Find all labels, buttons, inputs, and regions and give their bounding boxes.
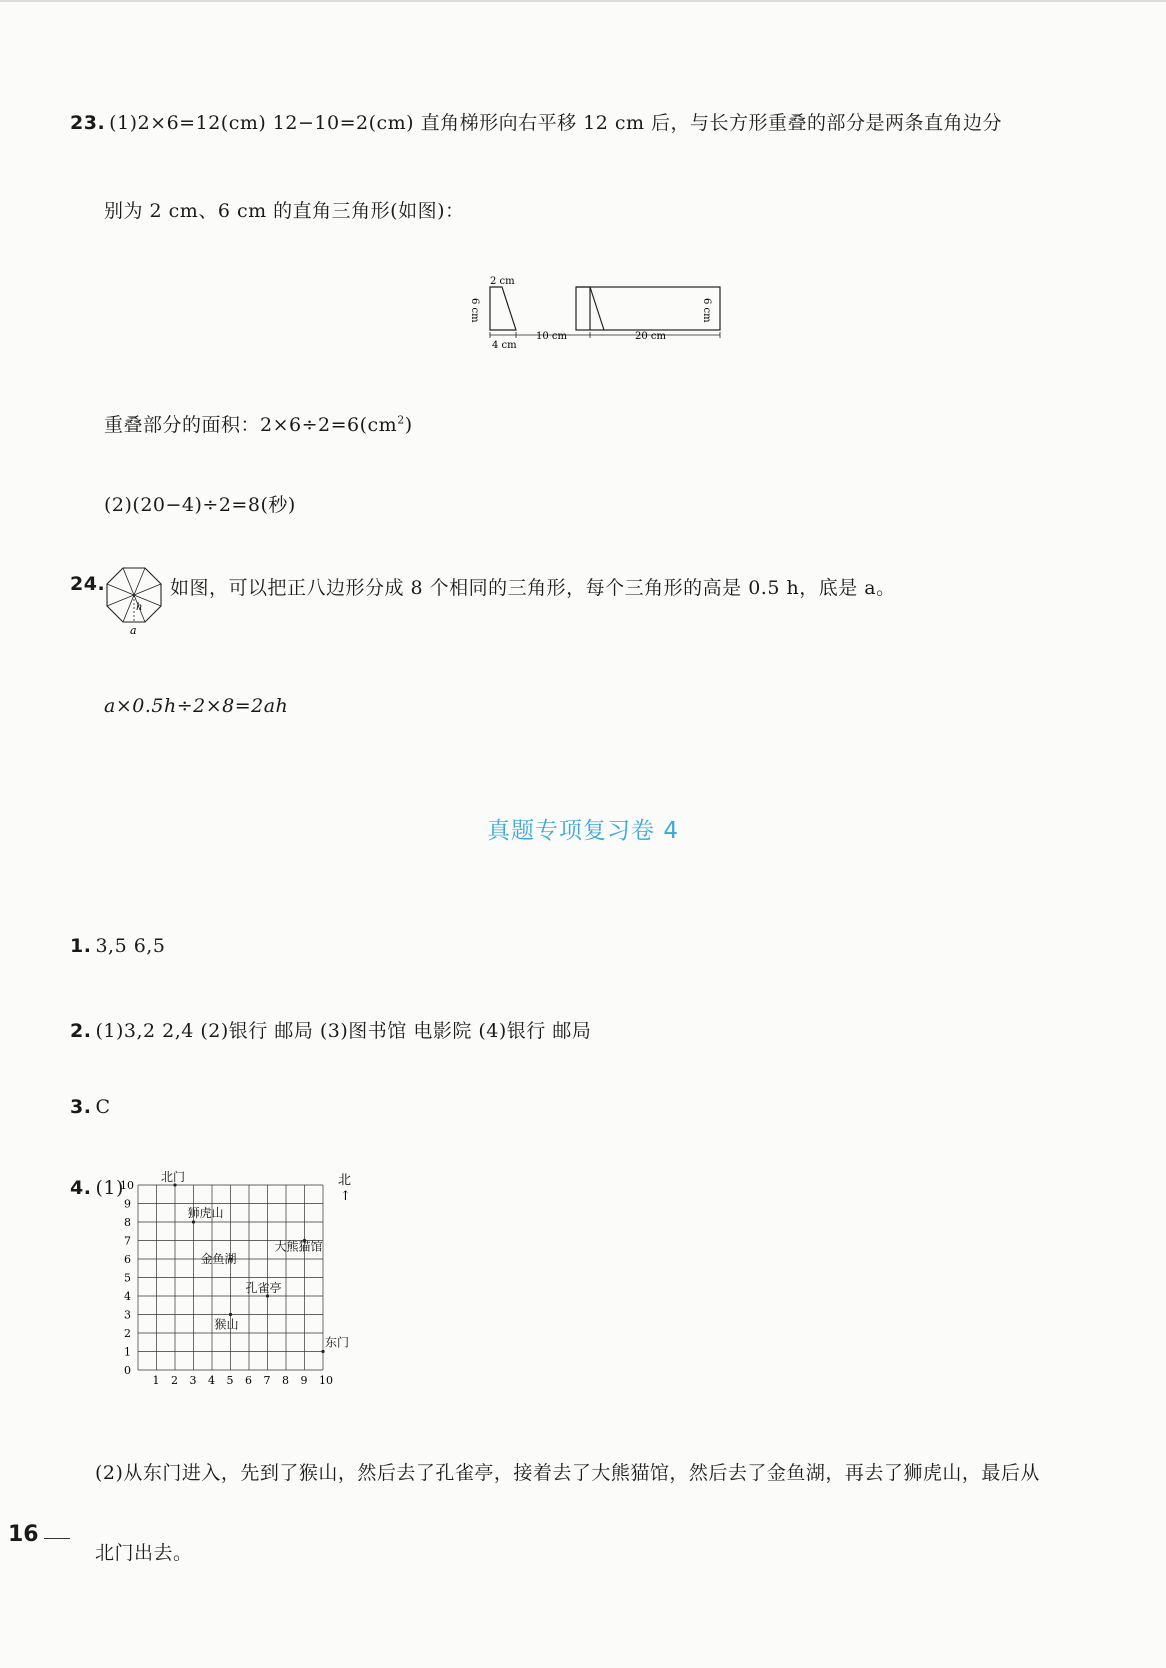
grid-locations [161,1169,352,1353]
x-tick-label: 6 [245,1374,252,1387]
y-tick-label: 8 [124,1216,131,1229]
location-label: 猴山 [214,1317,239,1332]
label-h: h [136,602,143,613]
q4-part1: (1) [95,1177,124,1199]
x-tick-label: 10 [319,1374,333,1387]
y-tick-label: 6 [124,1253,131,1266]
q1-line [70,935,165,957]
location-label: 狮虎山 [187,1206,224,1220]
q4-part2-line1: (2)从东门进入，先到了猴山，然后去了孔雀亭，接着去了大熊猫馆，然后去了金鱼湖，再去了狮虎山，最后从 [95,1462,1040,1484]
q24-text: 如图，可以把正八边形分成 8 个相同的三角形，每个三角形的高是 0.5 h，底是 a。 [170,577,896,599]
y-tick-label: 2 [124,1327,131,1340]
q2-text: (1)3,2 2,4 (2)银行 邮局 (3)图书馆 电影院 (4)银行 邮局 [95,1020,592,1042]
y-tick-label: 4 [124,1290,131,1303]
q23-line2: 别为 2 cm、6 cm 的直角三角形(如图)： [104,200,465,222]
q23-area-sup: 2 [397,413,405,427]
x-tick-label: 7 [263,1374,271,1387]
q1-text: 3,5 6,5 [95,935,166,957]
y-tick-label: 9 [124,1197,131,1211]
x-tick-label: 4 [208,1374,215,1387]
x-tick-label: 3 [189,1374,197,1387]
label-10cm: 10 cm [536,331,567,342]
x-tick-label: 9 [300,1374,308,1387]
north-label: 北 [338,1173,352,1188]
q3-number: 3. [70,1096,92,1118]
q24-octagon-figure [103,565,165,637]
q4-number: 4. [70,1177,92,1199]
x-tick-label: 5 [226,1374,234,1387]
q4-part2-line2: 北门出去。 [95,1542,193,1564]
q24-num-text: 24. [70,573,106,595]
page-number: 16 [8,1522,39,1547]
top-edge-divider [0,0,1166,2]
label-6cm-right: 6 cm [701,298,712,323]
q23-translation-figure [469,272,720,354]
q23-part2: (2)(20−4)÷2=8(秒) [104,494,296,516]
location-label: 东门 [325,1335,350,1350]
label-6cm-left: 6 cm [469,298,480,323]
y-tick-label: 5 [124,1271,131,1285]
trapezoid-shape [490,287,516,330]
location-point [229,1313,232,1316]
y-tick-label: 3 [124,1308,131,1322]
x-tick-label: 8 [282,1374,289,1387]
location-label: 北门 [161,1170,186,1184]
location-point [321,1350,324,1353]
location-label: 金鱼湖 [200,1252,237,1266]
y-tick-label: 1 [124,1345,131,1359]
grid-ticks [120,1179,333,1387]
label-4cm: 4 cm [492,340,517,351]
q23-area-prefix: 重叠部分的面积：2×6÷2=6(cm [104,414,398,436]
label-a: a [130,624,137,637]
q2-number: 2. [70,1020,92,1042]
q23-area-suffix: ) [404,414,413,436]
q3-line [70,1096,111,1118]
overlap-slant-edge [590,287,604,330]
q23-area-line [104,410,413,437]
page-number-dash [44,1538,70,1539]
q23-part1-text: (1)2×6=12(cm) 12−10=2(cm) 直角梯形向右平移 12 cm 后，与长方形重叠的部分是两条直角边分 [109,112,1003,134]
label-2cm: 2 cm [490,276,515,287]
location-point [192,1220,195,1223]
location-label: 大熊猫馆 [274,1239,323,1254]
y-tick-label: 10 [120,1179,134,1192]
y-tick-label: 0 [124,1364,131,1377]
q2-line [70,1016,591,1043]
y-tick-label: 7 [124,1234,131,1248]
q24-formula: a×0.5h÷2×8=2ah [104,695,289,717]
location-label: 孔雀亭 [245,1281,282,1295]
q3-text: C [95,1096,111,1118]
grid-lines [138,1185,323,1370]
section-title: 真题专项复习卷 4 [487,818,679,844]
label-20cm: 20 cm [635,331,666,342]
q4-line [70,1177,124,1199]
x-tick-label: 1 [152,1374,160,1387]
q23-number: 23. [70,112,106,134]
q4-coordinate-grid [120,1170,382,1402]
north-arrow-icon: ↑ [340,1189,351,1204]
q23-line1 [70,108,1002,135]
q1-number: 1. [70,935,92,957]
x-tick-label: 2 [171,1374,178,1387]
